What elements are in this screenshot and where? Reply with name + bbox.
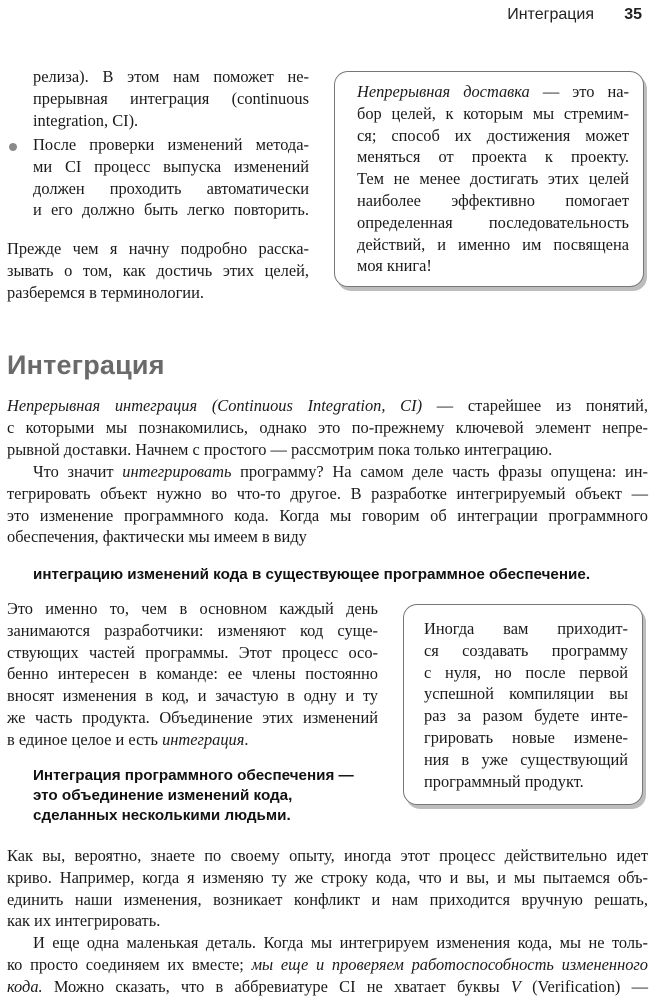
term-continuous-delivery: Непрерывная доставка	[357, 82, 530, 101]
bullet-dot	[9, 143, 17, 151]
running-header-chapter: Интеграция	[507, 6, 594, 23]
ci-definition-paragraph: Непрерывная интеграция (Continuous Integration, CI) — старейшее из понятий, с которыми мы познакомились, однако это по-прежнему ключевой элемент непре- рывной доставки. Начнем с простого — рассмотрим пока только интеграцию.	[7, 396, 648, 459]
section-heading: Интеграция	[7, 350, 165, 380]
verification-paragraph: И еще одна маленькая деталь. Когда мы интегрируем изменения кода, мы не толь- ко просто соединяем их вместе; мы еще и проверяем работоспособность измененного кода. Можно сказать, что в аббревиатуре CI не хватает буквы V (Verification) —	[7, 933, 648, 996]
page-number: 35	[624, 6, 642, 23]
term-continuous-integration: Непрерывная интеграция (Continuous Integration, CI)	[7, 396, 423, 415]
list-continuation: релиза). В этом нам поможет не- прерывная интеграция (continuous integration, CI).	[33, 67, 309, 130]
sidebar-note-delivery: Непрерывная доставка — это на- бор целей, к которым мы стремим- ся; способ их достижения может меняться от проекта к проекту. Тем не менее достигать этих целей наиболее эффективно помогает определенная последовательность действий, и именно им посвящена моя книга!	[334, 71, 644, 287]
emphasis-statement-2: Интеграция программного обеспечения — это объединение изменений кода, сделанных несколькими людьми.	[33, 767, 354, 824]
integrate-paragraph: Что значит интегрировать программу? На самом деле часть фразы опущена: ин- тегрировать объект нужно во что-то другое. В разработке интегрируемый объект — это изменение программного кода. Когда мы говорим об интеграции программного обеспечения, фактически мы имеем в виду	[7, 462, 648, 547]
developers-paragraph: Это именно то, чем в основном каждый день занимаются разработчики: изменяют код суще- ствующих частей программы. Этот процесс осо- бенно интересен в команде: ее члены постоянно вносят изменения в код, и зачастую в одну и ту же часть продукта. Объединение этих изменений в единое целое и есть интеграция.	[7, 599, 378, 749]
bullet-item: После проверки изменений метода- ми CI процесс выпуска изменений должен проходить автоматически и его должно быть легко повторить.	[33, 135, 309, 220]
sidebar-note-integration: Иногда вам приходит- ся создавать программу с нуля, но после первой успешной компиляции вы раз за разом будете инте- грировать новые измене- ния в уже существующий программный продукт.	[403, 604, 643, 805]
intro-paragraph: Прежде чем я начну подробно расска- зывать о том, как достичь этих целей, разберемся в терминологии.	[7, 239, 309, 302]
emphasis-statement-1: интеграцию изменений кода в существующее программное обеспечение.	[33, 566, 591, 583]
conflict-paragraph: Как вы, вероятно, знаете по своему опыту, иногда этот процесс действительно идет криво. Например, когда я изменяю ту же строку кода, что и вы, и мы пытаемся объ- единить наши изменения, возникает конфликт и нам приходится вручную решать, как их интегрировать.	[7, 846, 648, 931]
